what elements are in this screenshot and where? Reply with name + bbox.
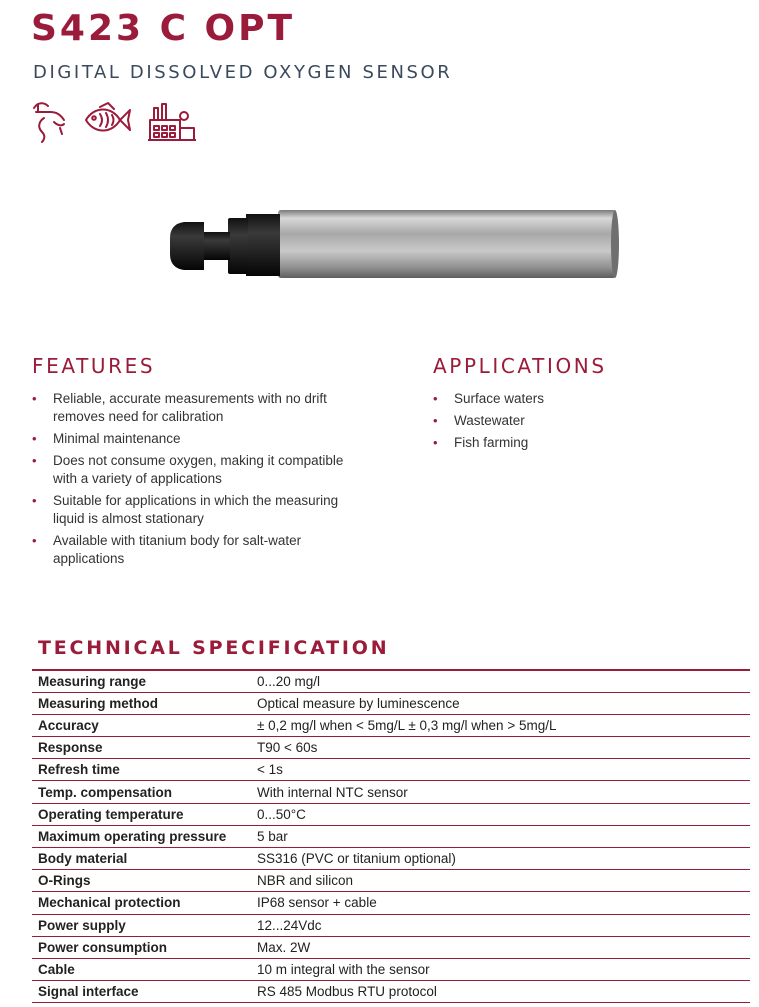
spec-label: Body material bbox=[32, 848, 251, 870]
feature-item: • Suitable for applications in which the measuring liquid is almost stationary bbox=[32, 492, 347, 528]
specification-table bbox=[32, 669, 750, 1003]
spec-label: Operating temperature bbox=[32, 803, 251, 825]
spec-label: O-Rings bbox=[32, 870, 251, 892]
product-subtitle: DIGITAL DISSOLVED OXYGEN SENSOR bbox=[33, 62, 453, 83]
spec-value: 10 m integral with the sensor bbox=[251, 958, 750, 980]
table-row bbox=[32, 714, 750, 736]
spec-value: Optical measure by luminescence bbox=[251, 692, 750, 714]
features-list bbox=[32, 390, 347, 572]
product-title: S423 C OPT bbox=[31, 8, 296, 49]
spec-label: Accuracy bbox=[32, 714, 251, 736]
features-heading: FEATURES bbox=[32, 354, 156, 378]
table-row bbox=[32, 892, 750, 914]
spec-value: SS316 (PVC or titanium optional) bbox=[251, 848, 750, 870]
feature-item: • Does not consume oxygen, making it compatible with a variety of applications bbox=[32, 452, 347, 488]
spec-value: < 1s bbox=[251, 759, 750, 781]
feature-item: • Available with titanium body for salt-water applications bbox=[32, 532, 347, 568]
industrial-plant-icon bbox=[146, 98, 198, 144]
spec-value: With internal NTC sensor bbox=[251, 781, 750, 803]
spec-label: Cable bbox=[32, 958, 251, 980]
spec-label: Refresh time bbox=[32, 759, 251, 781]
applications-heading: APPLICATIONS bbox=[433, 354, 607, 378]
feature-item: • Reliable, accurate measurements with no drift removes need for calibration bbox=[32, 390, 347, 426]
spec-label: Measuring range bbox=[32, 670, 251, 692]
table-row bbox=[32, 781, 750, 803]
table-row bbox=[32, 825, 750, 847]
spec-label: Maximum operating pressure bbox=[32, 825, 251, 847]
table-row bbox=[32, 981, 750, 1003]
table-row bbox=[32, 759, 750, 781]
table-row bbox=[32, 914, 750, 936]
table-row bbox=[32, 692, 750, 714]
spec-value: NBR and silicon bbox=[251, 870, 750, 892]
water-tap-icon bbox=[30, 98, 70, 144]
table-row bbox=[32, 958, 750, 980]
feature-item: • Minimal maintenance bbox=[32, 430, 347, 448]
technical-specification-heading: TECHNICAL SPECIFICATION bbox=[38, 637, 390, 659]
spec-value: ± 0,2 mg/l when < 5mg/L ± 0,3 mg/l when > 5mg/L bbox=[251, 714, 750, 736]
table-row bbox=[32, 870, 750, 892]
sensor-image bbox=[160, 200, 620, 290]
application-item: • Surface waters bbox=[433, 390, 733, 408]
spec-value: 12...24Vdc bbox=[251, 914, 750, 936]
spec-label: Response bbox=[32, 737, 251, 759]
table-row bbox=[32, 737, 750, 759]
spec-value: 5 bar bbox=[251, 825, 750, 847]
spec-value: 0...20 mg/l bbox=[251, 670, 750, 692]
fish-icon bbox=[82, 98, 134, 142]
table-row bbox=[32, 936, 750, 958]
application-item: • Fish farming bbox=[433, 434, 733, 452]
table-row bbox=[32, 670, 750, 692]
spec-value: RS 485 Modbus RTU protocol bbox=[251, 981, 750, 1003]
table-row bbox=[32, 848, 750, 870]
spec-label: Mechanical protection bbox=[32, 892, 251, 914]
spec-label: Temp. compensation bbox=[32, 781, 251, 803]
spec-value: 0...50°C bbox=[251, 803, 750, 825]
spec-label: Power supply bbox=[32, 914, 251, 936]
spec-value: T90 < 60s bbox=[251, 737, 750, 759]
spec-value: IP68 sensor + cable bbox=[251, 892, 750, 914]
spec-label: Power consumption bbox=[32, 936, 251, 958]
spec-value: Max. 2W bbox=[251, 936, 750, 958]
applications-list bbox=[433, 390, 733, 456]
spec-label: Signal interface bbox=[32, 981, 251, 1003]
spec-label: Measuring method bbox=[32, 692, 251, 714]
table-row bbox=[32, 803, 750, 825]
application-item: • Wastewater bbox=[433, 412, 733, 430]
application-icons bbox=[30, 98, 198, 144]
